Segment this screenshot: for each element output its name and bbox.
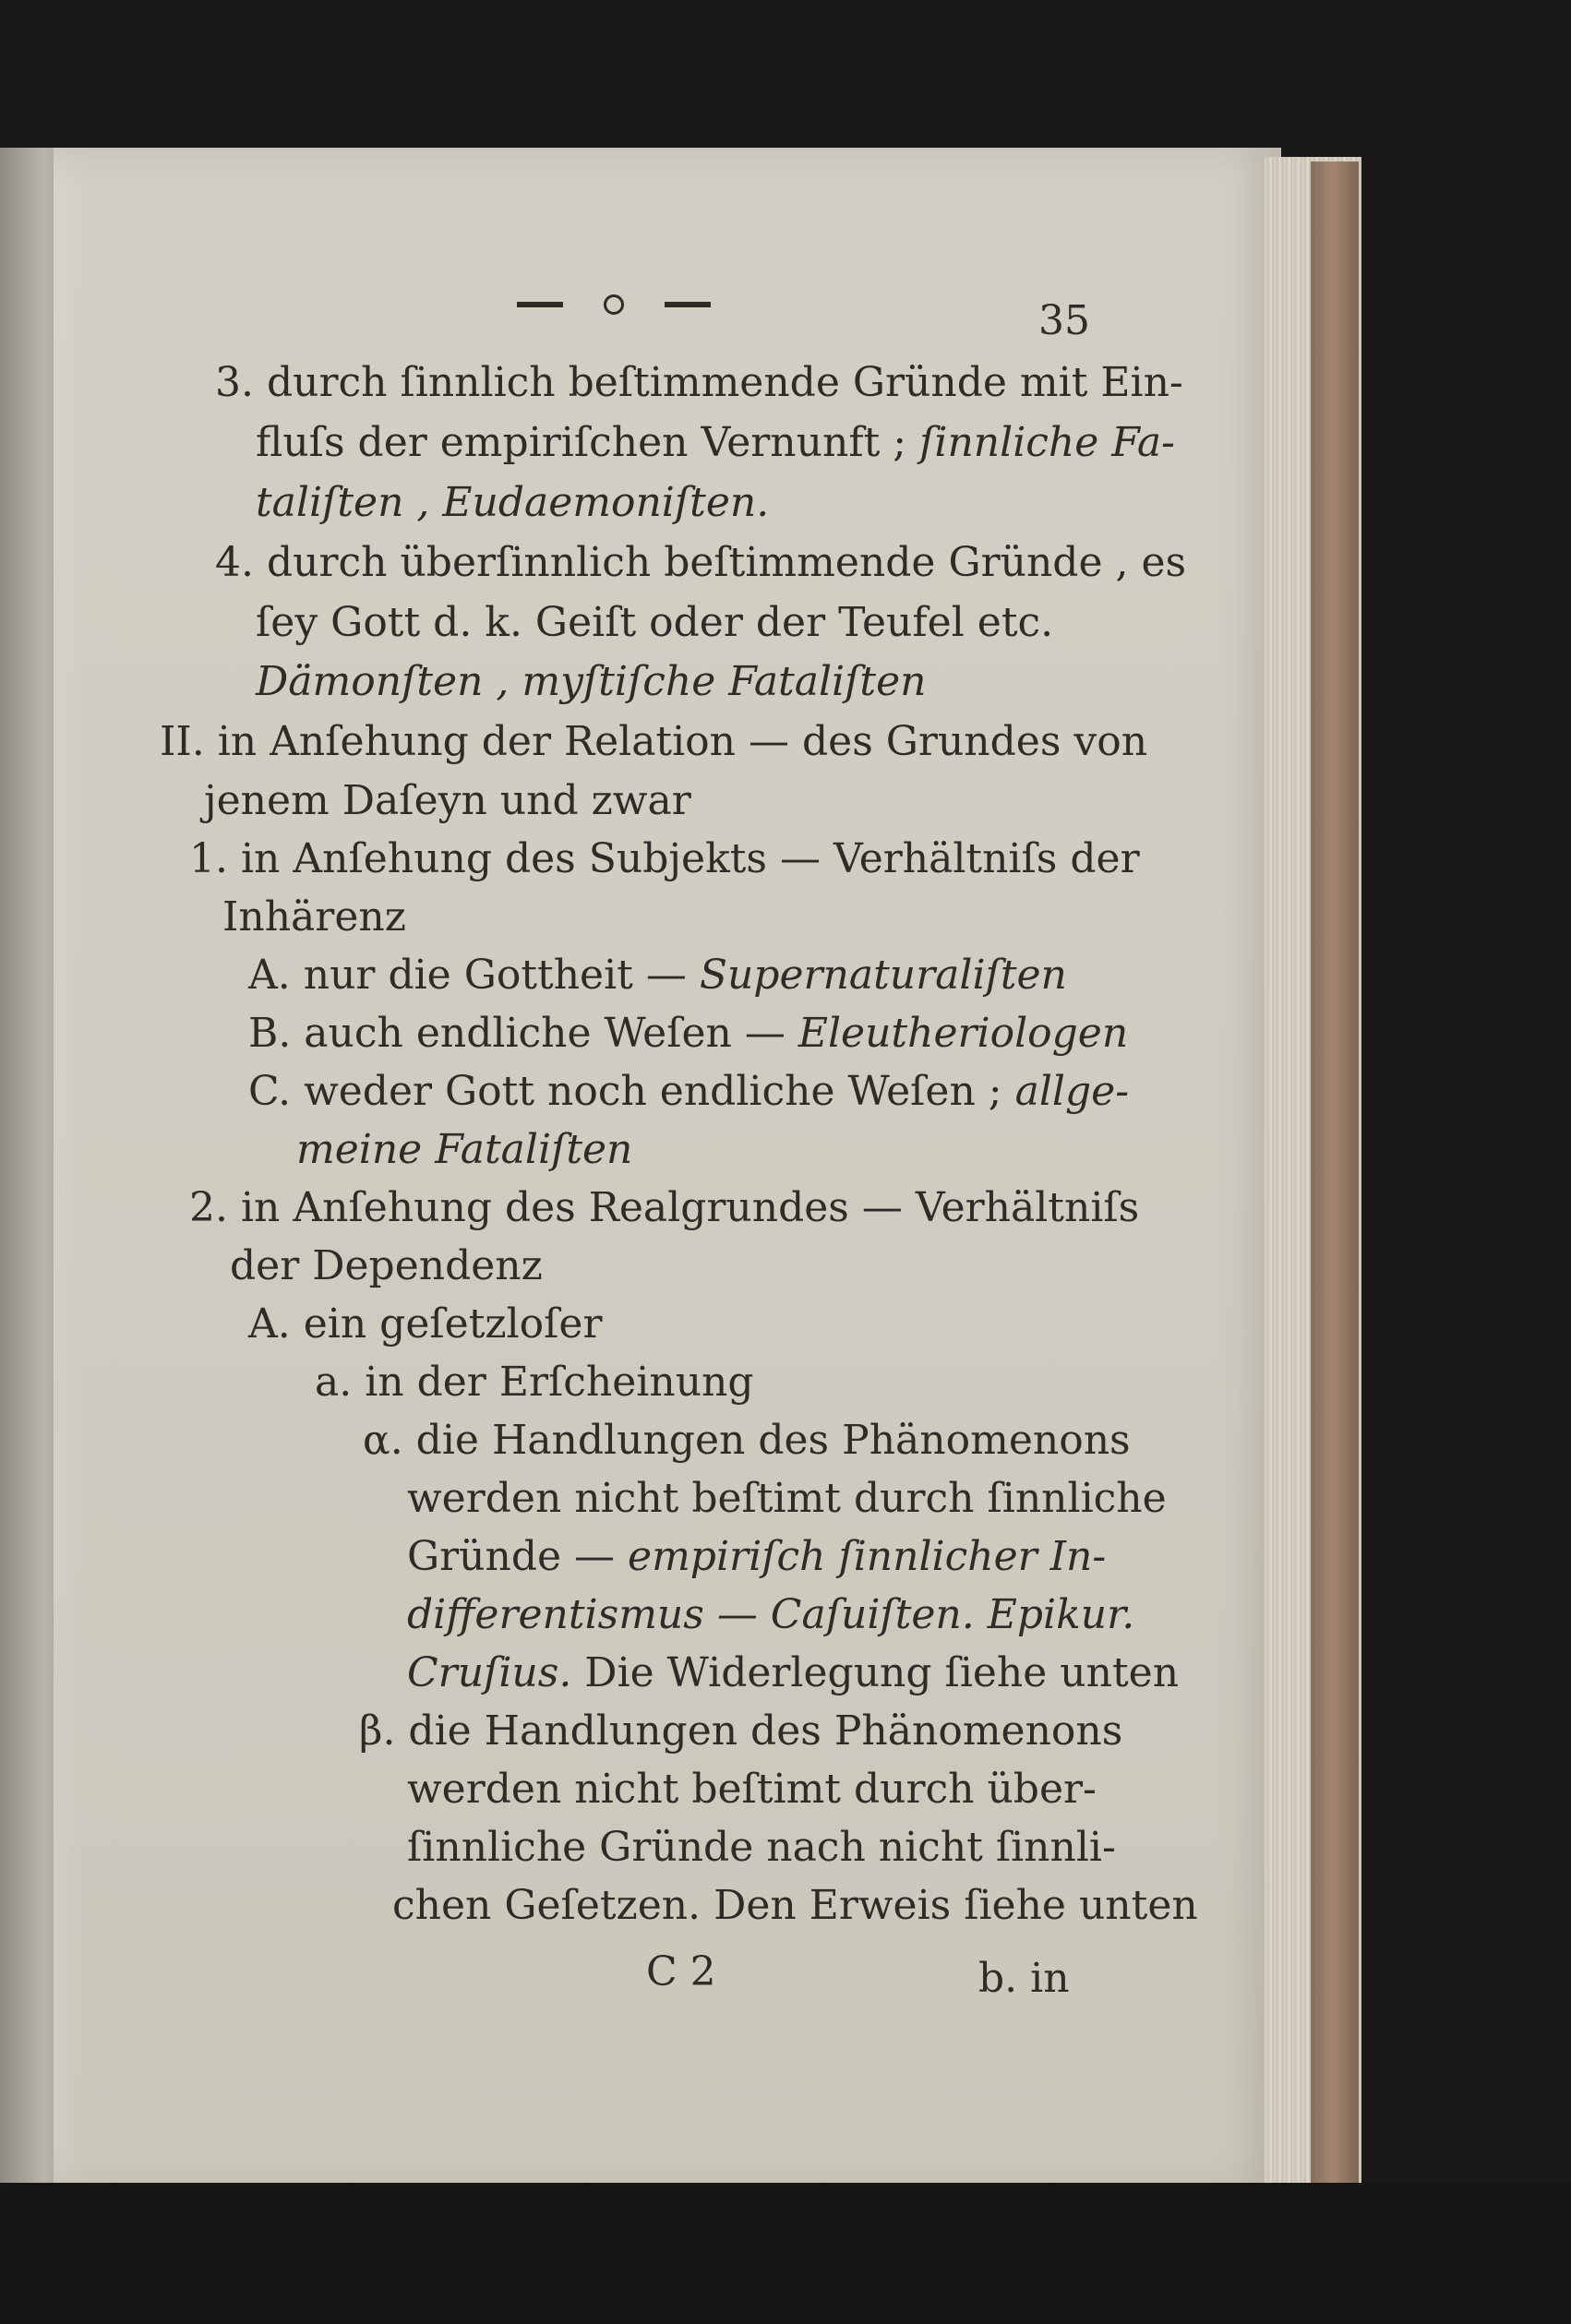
text-line: chen Geſetzen. Den Erweis ſiehe unten (392, 1882, 1198, 1929)
text-line: B. auch endliche Weſen — Eleutheriologen (248, 1010, 1129, 1057)
text-line: 4. durch überſinnlich beſtimmende Gründe , es (215, 539, 1187, 586)
bottom-shadow (0, 2183, 1571, 2324)
text-line: differentismus — Caſuiſten. Epikur. (407, 1591, 1135, 1638)
text-line: werden nicht beſtimt durch über- (407, 1766, 1097, 1813)
text-line: a. in der Erſcheinung (315, 1359, 754, 1406)
text-line: jenem Daſeyn und zwar (204, 777, 691, 824)
ornament-circle (604, 294, 624, 315)
ornament-dash-right (665, 302, 711, 307)
header-ornament (517, 286, 711, 323)
text-line: A. ein geſetzloſer (248, 1300, 603, 1348)
text-line: Dämonſten , myſtiſche Fataliſten (256, 658, 927, 705)
text-line: ſinnliche Gründe nach nicht ſinnli- (407, 1824, 1116, 1871)
text-line: fluſs der empiriſchen Vernunft ; ſinnliche Fa- (256, 419, 1175, 466)
text-line: β. die Handlungen des Phänomenons (359, 1707, 1123, 1755)
text-line: ſey Gott d. k. Geiſt oder der Teufel etc. (256, 599, 1054, 646)
text-line: C. weder Gott noch endliche Weſen ; allge- (248, 1068, 1130, 1115)
text-line: 1. in Anſehung des Subjekts — Verhältniſs der (189, 835, 1140, 882)
signature-mark: C 2 (646, 1948, 716, 1995)
text-line: 2. in Anſehung des Realgrundes — Verhältniſs (189, 1184, 1140, 1231)
cover-edge (1311, 162, 1359, 2187)
text-line: werden nicht beſtimt durch ſinnliche (407, 1475, 1167, 1522)
page-number: 35 (1038, 297, 1090, 344)
text-line: 3. durch ſinnlich beſtimmende Gründe mit Ein- (215, 359, 1183, 406)
ornament-dash-left (517, 302, 563, 307)
text-line: meine Fataliſten (296, 1126, 633, 1173)
text-line: α. die Handlungen des Phänomenons (363, 1417, 1131, 1464)
text-line: Gründe — empiriſch ſinnlicher In- (407, 1533, 1107, 1580)
text-line: taliſten , Eudaemoniſten. (256, 479, 770, 526)
text-line: der Dependenz (230, 1242, 543, 1289)
text-line: Inhärenz (222, 893, 406, 940)
text-line: A. nur die Gottheit — Supernaturaliſten (248, 952, 1067, 999)
catchword: b. in (978, 1955, 1070, 2002)
text-line: II. in Anſehung der Relation — des Grundes von (160, 718, 1148, 765)
text-line: Cruſius. Die Widerlegung ſiehe unten (407, 1649, 1180, 1696)
